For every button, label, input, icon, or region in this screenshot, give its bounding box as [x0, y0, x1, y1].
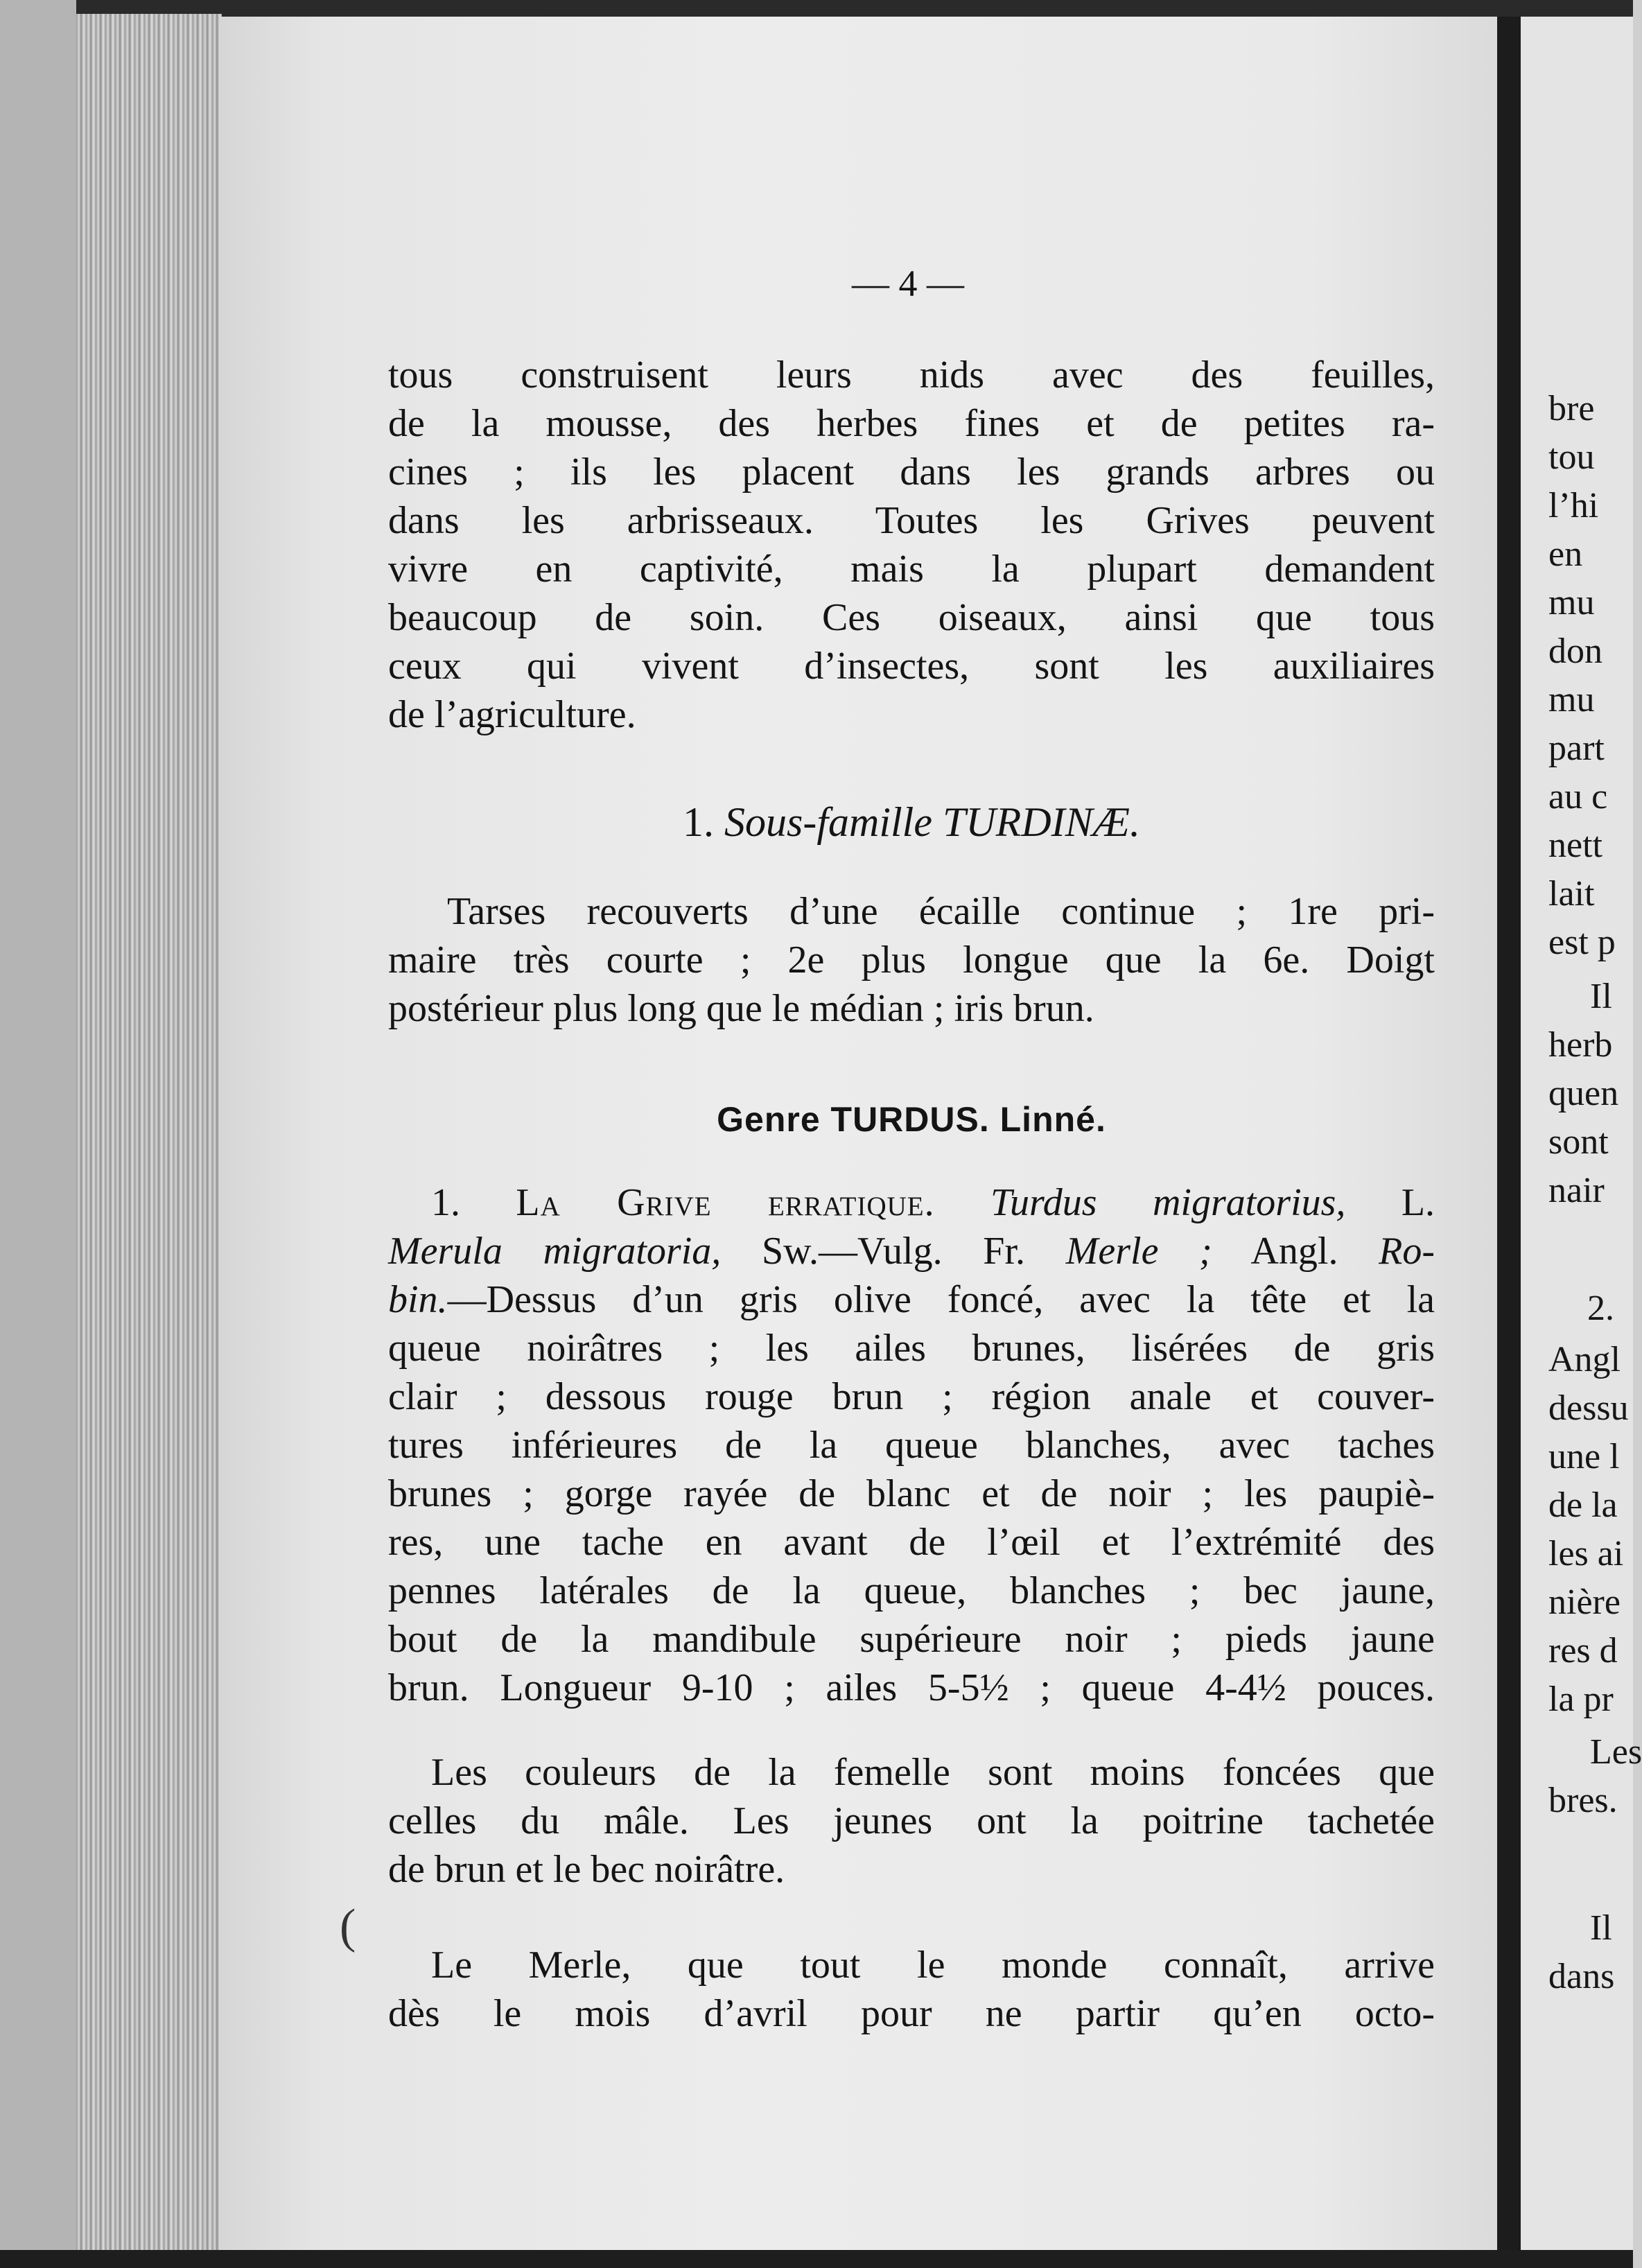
scan-bottom-border	[0, 2250, 1633, 2268]
text-line: pennes latérales de la queue, blanches ; bec jaune,	[388, 1569, 1435, 1612]
facing-page-fragment: Les	[1590, 1732, 1642, 1772]
female-paragraph	[388, 1748, 1435, 1894]
text-line: tures inférieures de la queue blanches, avec taches	[388, 1424, 1435, 1467]
merle-paragraph	[388, 1941, 1435, 2038]
facing-page-fragment: de la	[1548, 1485, 1618, 1525]
facing-page-fragment: tou	[1548, 437, 1595, 477]
facing-page-fragment: les ai	[1548, 1534, 1624, 1573]
text-line: de brun et le bec noirâtre.	[388, 1848, 785, 1891]
text-line: dès le mois d’avril pour ne partir qu’en octo-	[388, 1992, 1435, 2035]
facing-page-fragment: mu	[1548, 680, 1595, 719]
facing-page-fragment: l’hi	[1548, 486, 1599, 525]
subfamily-label: Sous-famille TURDINÆ.	[724, 799, 1140, 845]
facing-page-fragment: nair	[1548, 1171, 1605, 1210]
text-line: beaucoup de soin. Ces oiseaux, ainsi que tous	[388, 596, 1435, 639]
facing-page-fragment: Angl	[1548, 1340, 1621, 1379]
genus-heading: Genre TURDUS. Linné.	[717, 1100, 1106, 1139]
text-line: brunes ; gorge rayée de blanc et de noir ; les paupiè-	[388, 1472, 1435, 1515]
text-line: de la mousse, des herbes fines et de petites ra-	[388, 402, 1435, 445]
species-number: 1.	[431, 1181, 460, 1224]
facing-page-fragment: part	[1548, 729, 1605, 768]
text-line: de l’agriculture.	[388, 693, 636, 736]
subfamily-heading	[388, 799, 1435, 846]
pencil-mark: (	[340, 1900, 356, 1953]
facing-page-fragment: bre	[1548, 389, 1595, 428]
facing-page-fragment: en	[1548, 534, 1583, 574]
text-line: bout de la mandibule supérieure noir ; pieds jaune	[388, 1618, 1435, 1661]
species-author: L.	[1401, 1181, 1435, 1224]
species-latin-name: Turdus migratorius,	[990, 1181, 1346, 1224]
text-line: Tarses recouverts d’une écaille continue ; 1re pri-	[447, 890, 1435, 933]
facing-page-fragment: bres.	[1548, 1781, 1618, 1820]
facing-page-fragment: nière	[1548, 1582, 1621, 1622]
text-line	[388, 1275, 1435, 1324]
english-name-end: bin.	[388, 1278, 448, 1321]
text-line: celles du mâle. Les jeunes ont la poitrine tachetée	[388, 1799, 1435, 1842]
facing-page-fragment: herb	[1548, 1025, 1613, 1065]
facing-page-fragment: lait	[1548, 874, 1595, 914]
page-number: — 4 —	[852, 263, 964, 304]
intro-paragraph	[388, 351, 1435, 739]
subfamily-description	[388, 887, 1435, 1033]
facing-page-fragment: au c	[1548, 777, 1608, 817]
facing-page-fragment: la pr	[1548, 1680, 1614, 1719]
facing-page-fragment: res d	[1548, 1631, 1618, 1671]
text-line: ceux qui vivent d’insectes, sont les auxiliaires	[388, 645, 1435, 688]
text-line: vivre en captivité, mais la plupart demandent	[388, 548, 1435, 591]
page-edges-stack	[76, 14, 222, 2253]
facing-page-fragment: don	[1548, 631, 1602, 671]
text-line: dans les arbrisseaux. Toutes les Grives peuvent	[388, 499, 1435, 542]
facing-page-fragment: nett	[1548, 826, 1602, 865]
facing-page-fragment: une l	[1548, 1437, 1620, 1476]
text-line: cines ; ils les placent dans les grands arbres ou	[388, 451, 1435, 494]
species-title-line	[388, 1178, 1435, 1227]
text-line: maire très courte ; 2e plus longue que la 6e. Doigt	[388, 939, 1435, 982]
text-line: Les couleurs de la femelle sont moins foncées que	[431, 1751, 1435, 1794]
facing-page-fragment: 2.	[1587, 1289, 1614, 1328]
french-name: Merle ;	[1065, 1230, 1212, 1273]
text-line: clair ; dessous rouge brun ; région anale et couver-	[388, 1375, 1435, 1418]
description-start: —Dessus d’un gris olive foncé, avec la tête et la	[447, 1278, 1435, 1321]
scan-left-background	[0, 0, 76, 2268]
angl-label: Angl.	[1250, 1230, 1338, 1273]
english-name-start: Ro-	[1379, 1230, 1435, 1273]
synonym-author: Sw.—Vulg. Fr.	[762, 1230, 1026, 1273]
text-line: brun. Longueur 9-10 ; ailes 5-5½ ; queue 4-4½ pouces.	[388, 1666, 1435, 1709]
facing-page-fragment: sont	[1548, 1122, 1609, 1162]
book-gutter	[1497, 17, 1521, 2251]
facing-page-fragment: mu	[1548, 583, 1595, 622]
text-line: Le Merle, que tout le monde connaît, arrive	[431, 1944, 1435, 1987]
facing-page-fragment: dans	[1548, 1957, 1615, 1996]
species-common-name: La Grive erratique.	[516, 1181, 935, 1224]
facing-page-fragment: est p	[1548, 923, 1616, 962]
synonym-line	[388, 1227, 1435, 1275]
text-line: queue noirâtres ; les ailes brunes, lisérées de gris	[388, 1327, 1435, 1370]
facing-page-fragment: Il	[1590, 1908, 1612, 1948]
facing-page	[1521, 17, 1642, 2251]
species-entry	[388, 1178, 1435, 1712]
subfamily-number: 1.	[683, 799, 714, 845]
synonym-latin-name: Merula migratoria,	[388, 1230, 722, 1273]
text-line: postérieur plus long que le médian ; iris brun.	[388, 987, 1094, 1030]
facing-page-fragment: quen	[1548, 1074, 1619, 1113]
text-line: res, une tache en avant de l’œil et l’extrémité des	[388, 1521, 1435, 1564]
facing-page-fragment: Il	[1590, 977, 1612, 1016]
facing-page-fragment: dessu	[1548, 1388, 1629, 1428]
text-line: tous construisent leurs nids avec des feuilles,	[388, 354, 1435, 396]
